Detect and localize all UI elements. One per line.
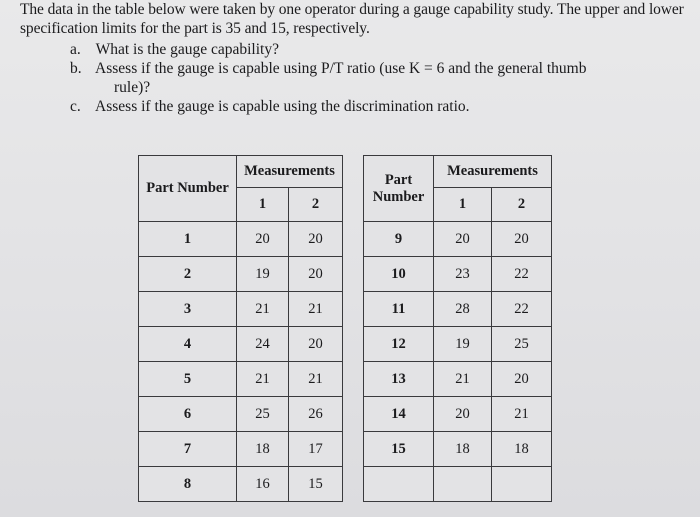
measurement-1-cell: 18 [237, 432, 289, 467]
measurement-2-cell: 20 [492, 222, 552, 257]
table-row [364, 327, 552, 362]
measurement-2-cell: 20 [289, 222, 343, 257]
measurement-2-cell: 15 [289, 467, 343, 502]
measurement-1-cell: 20 [434, 397, 492, 432]
measurement-1-cell: 21 [237, 362, 289, 397]
measurement-1-cell: 21 [237, 292, 289, 327]
table-row [364, 397, 552, 432]
part-number-cell: 3 [139, 292, 237, 327]
table-row [139, 222, 343, 257]
measurement-2-cell: 20 [492, 362, 552, 397]
table-row [139, 467, 343, 502]
table-row [364, 292, 552, 327]
question-text: What is the gauge capability? [95, 41, 279, 58]
part-number-cell: 10 [364, 257, 434, 292]
header-measurements: Measurements [237, 156, 343, 188]
measurement-2-cell: 18 [492, 432, 552, 467]
part-number-cell: 7 [139, 432, 237, 467]
part-number-cell: 11 [364, 292, 434, 327]
table-row [139, 327, 343, 362]
measurement-2-cell [492, 467, 552, 502]
measurement-2-cell: 21 [289, 292, 343, 327]
table-row [364, 222, 552, 257]
table-row [139, 362, 343, 397]
table-row [364, 257, 552, 292]
problem-intro: The data in the table below were taken by one operator during a gauge capability study. The upper and lower specification limits for the part is 35 and 15, respectively. [20, 1, 684, 37]
measurement-2-cell: 22 [492, 292, 552, 327]
question-b [70, 59, 670, 97]
question-label: c. [70, 98, 81, 115]
measurement-1-cell: 18 [434, 432, 492, 467]
part-number-cell: 8 [139, 467, 237, 502]
part-number-cell: 15 [364, 432, 434, 467]
header-trial-2: 2 [289, 188, 343, 222]
question-text: Assess if the gauge is capable using the discrimination ratio. [95, 98, 470, 115]
table-row [139, 432, 343, 467]
part-number-cell: 2 [139, 257, 237, 292]
header-part-line2: Number [372, 188, 425, 205]
header-measurements: Measurements [434, 156, 552, 188]
measurement-2-cell: 17 [289, 432, 343, 467]
part-number-cell: 4 [139, 327, 237, 362]
question-text: Assess if the gauge is capable using P/T ratio (use K = 6 and the general thumb [95, 60, 587, 77]
measurement-1-cell: 28 [434, 292, 492, 327]
table-row [139, 292, 343, 327]
question-label: b. [70, 60, 82, 77]
part-number-cell: 6 [139, 397, 237, 432]
part-number-cell: 14 [364, 397, 434, 432]
measurement-1-cell: 21 [434, 362, 492, 397]
table-row [364, 432, 552, 467]
question-c [70, 97, 470, 116]
measurement-1-cell: 24 [237, 327, 289, 362]
measurement-1-cell: 20 [237, 222, 289, 257]
measurement-2-cell: 25 [492, 327, 552, 362]
measurement-2-cell: 20 [289, 257, 343, 292]
measurement-1-cell: 20 [434, 222, 492, 257]
measurement-2-cell: 20 [289, 327, 343, 362]
problem-statement [20, 0, 690, 38]
measurement-2-cell: 21 [289, 362, 343, 397]
measurement-1-cell: 25 [237, 397, 289, 432]
part-number-cell [364, 467, 434, 502]
part-number-cell: 1 [139, 222, 237, 257]
table-row [364, 362, 552, 397]
part-number-cell: 5 [139, 362, 237, 397]
measurement-1-cell: 19 [434, 327, 492, 362]
measurement-1-cell [434, 467, 492, 502]
part-number-cell: 12 [364, 327, 434, 362]
measurement-1-cell: 23 [434, 257, 492, 292]
question-text-continued: rule)? [114, 79, 151, 96]
measurement-1-cell: 19 [237, 257, 289, 292]
header-part-number: Part Number [139, 156, 237, 222]
question-a [70, 40, 279, 59]
question-label: a. [70, 41, 81, 58]
measurements-table-left [138, 155, 343, 502]
measurement-2-cell: 26 [289, 397, 343, 432]
header-part-number [364, 156, 434, 222]
header-trial-1: 1 [434, 188, 492, 222]
measurement-1-cell: 16 [237, 467, 289, 502]
table-row [139, 257, 343, 292]
part-number-cell: 13 [364, 362, 434, 397]
table-row [139, 397, 343, 432]
measurements-table-right [363, 155, 552, 502]
measurement-2-cell: 21 [492, 397, 552, 432]
part-number-cell: 9 [364, 222, 434, 257]
table-row [364, 467, 552, 502]
header-part-line1: Part [384, 171, 413, 188]
header-trial-2: 2 [492, 188, 552, 222]
measurement-2-cell: 22 [492, 257, 552, 292]
header-trial-1: 1 [237, 188, 289, 222]
